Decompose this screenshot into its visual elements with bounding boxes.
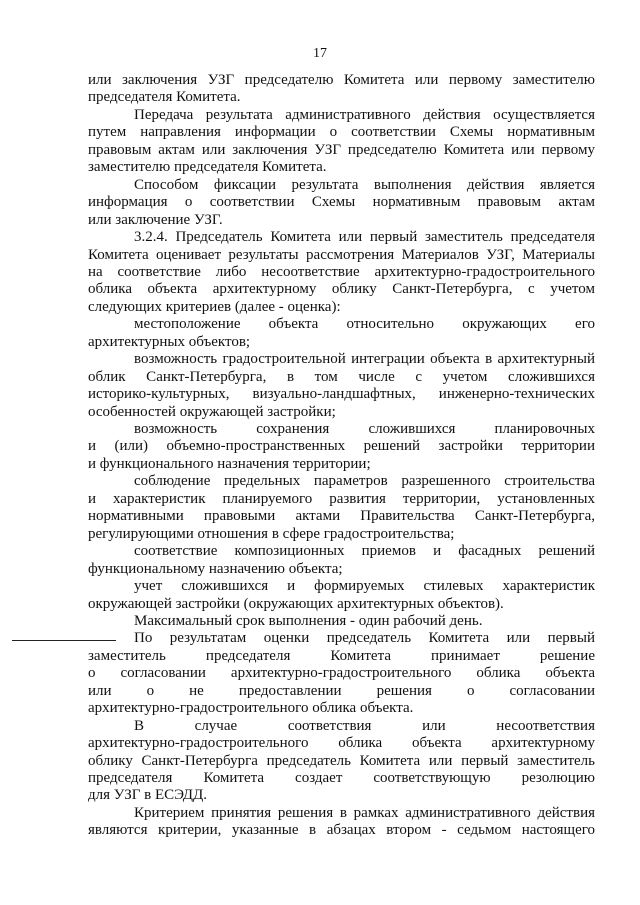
text-line: и (или) объемно-пространственных решений застройки территории (88, 438, 595, 455)
text-line: облика объекта архитектурному облику Санкт-Петербурга, с учетом (88, 281, 595, 298)
text-line: учет сложившихся и формируемых стилевых характеристик (134, 578, 595, 595)
text-line: соответствие композиционных приемов и фасадных решений (134, 543, 595, 560)
page-number: 17 (313, 46, 327, 61)
text-line: следующих критериев (далее - оценка): (88, 298, 341, 315)
text-line: местоположение объекта относительно окружающих его (134, 316, 595, 333)
text-line: Передача результата административного действия осуществляется (134, 106, 595, 123)
margin-rule (12, 640, 116, 641)
text-line: заместителю председателя Комитета. (88, 159, 327, 176)
text-line: По результатам оценки председатель Комитета или первый (134, 630, 595, 647)
text-line: облик Санкт-Петербурга, в том числе с учетом сложившихся (88, 368, 595, 385)
text-line: являются критерии, указанные в абзацах втором - седьмом настоящего (88, 822, 595, 839)
text-line: регулирующими отношения в сфере градостроительства; (88, 525, 455, 542)
text-line: путем направления информации о соответствии Схемы нормативным (88, 124, 595, 141)
text-line: или о не предоставлении решения о согласовании (88, 682, 595, 699)
text-line: возможность сохранения сложившихся планировочных (134, 421, 595, 437)
text-line: функциональному назначению объекта; (88, 560, 343, 577)
text-line: на соответствие либо несоответствие архитектурно-градостроительного (88, 263, 595, 280)
text-line: особенностей окружающей застройки; (88, 403, 336, 420)
text-line: председателя Комитета. (88, 89, 241, 106)
text-line: возможность градостроительной интеграции объекта в архитектурный (134, 351, 595, 368)
text-line: правовым актам или заключения УЗГ председателю Комитета или первому (88, 141, 595, 158)
text-line: архитектурных объектов; (88, 333, 251, 350)
text-line: окружающей застройки (окружающих архитектурных объектов). (88, 595, 504, 612)
text-line: для УЗГ в ЕСЭДД. (88, 787, 207, 804)
text-line: или заключения УЗГ председателю Комитета или первому заместителю (88, 72, 595, 88)
text-line: заместитель председателя Комитета принимает решение (88, 647, 595, 664)
text-line: историко-культурных, визуально-ландшафтных, инженерно-технических (88, 386, 595, 403)
text-line: Критерием принятия решения в рамках административного действия (134, 804, 595, 821)
text-line: о согласовании архитектурно-градостроительного облика объекта (88, 665, 595, 682)
text-line: Комитета оценивает результаты рассмотрения Материалов УЗГ, Материалы (88, 246, 595, 263)
text-line: нормативными правовыми актами Правительства Санкт-Петербурга, (88, 508, 595, 525)
text-line: соблюдение предельных параметров разрешенного строительства (134, 473, 595, 490)
text-line: председателя Комитета создает соответствующую резолюцию (88, 770, 595, 786)
text-line: 3.2.4. Председатель Комитета или первый заместитель председателя (134, 229, 595, 246)
text-line: архитектурно-градостроительного облика объекта. (88, 700, 414, 717)
text-line: или заключение УЗГ. (88, 211, 223, 228)
text-line: Максимальный срок выполнения - один рабочий день. (134, 612, 483, 629)
text-line: и характеристик планируемого развития территории, установленных (88, 490, 595, 507)
text-line: и функционального назначения территории; (88, 455, 371, 472)
text-line: информация о соответствии Схемы нормативным правовым актам (88, 194, 595, 211)
text-line: В случае соответствия или несоответствия (134, 717, 595, 734)
text-line: облику Санкт-Петербурга председатель Комитета или первый заместитель (88, 752, 595, 769)
text-line: архитектурно-градостроительного облика объекта архитектурному (88, 735, 595, 752)
text-line: Способом фиксации результата выполнения действия является (134, 176, 595, 193)
